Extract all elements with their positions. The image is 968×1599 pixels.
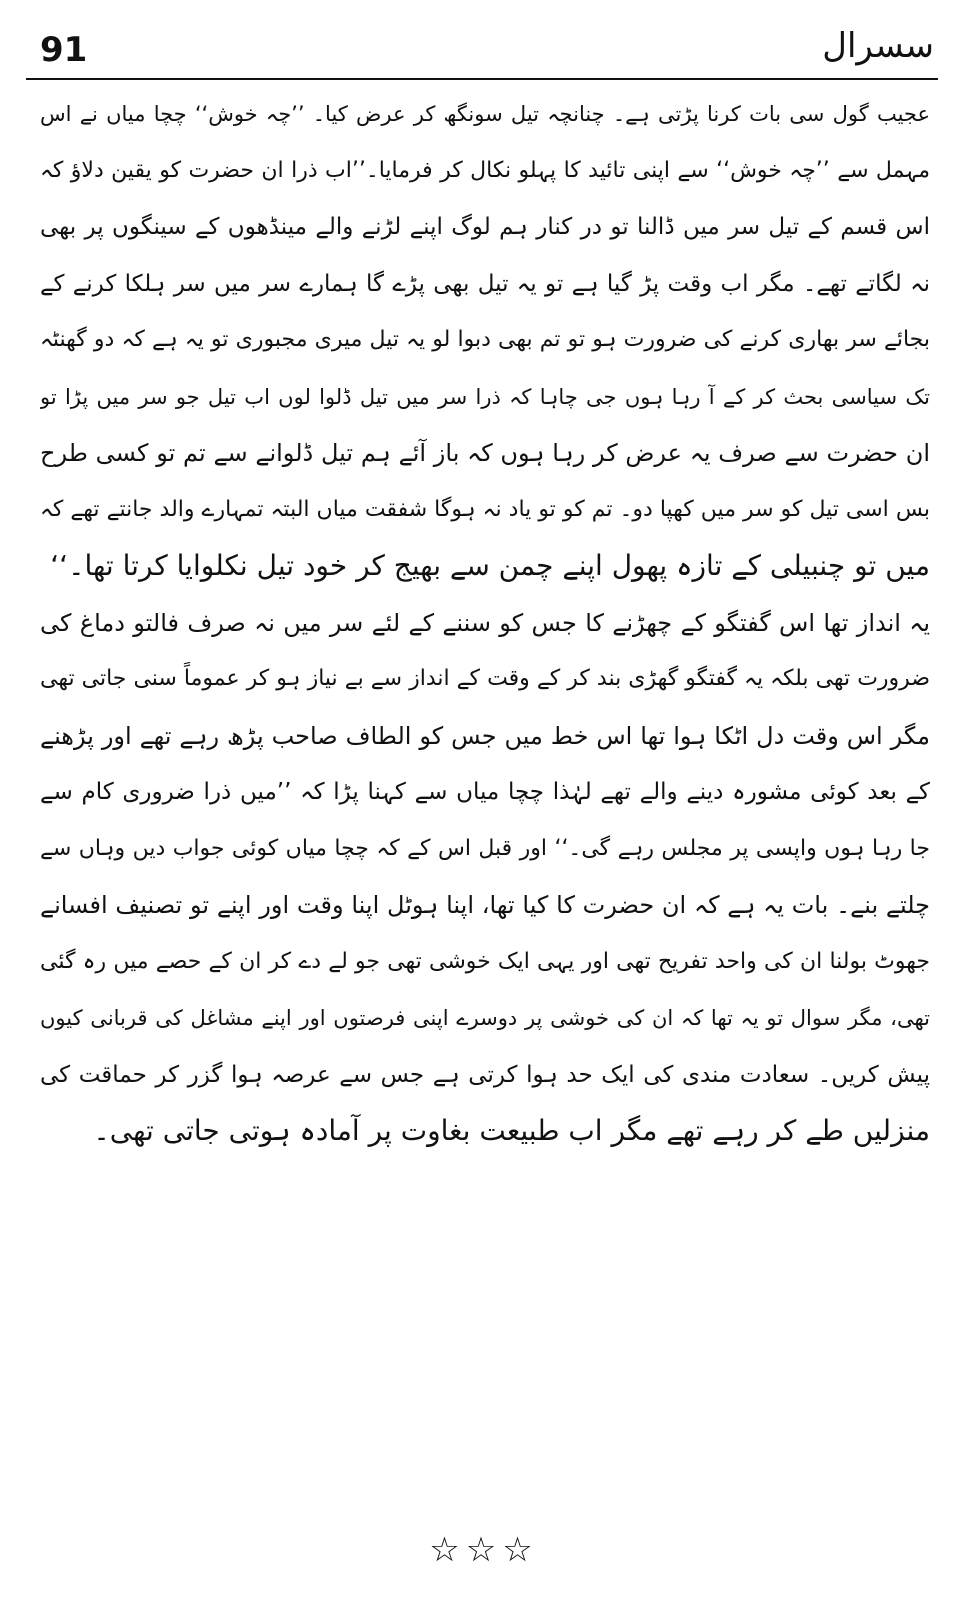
text-line: ان حضرت سے صرف یہ عرض کر رہا ہوں کہ باز آئے ہم تیل ڈلوانے سے تم تو کسی طرح [40, 439, 930, 467]
text-line: نہ لگاتے تھے۔ مگر اب وقت پڑ گیا ہے تو یہ تیل بھی پڑے گا ہمارے سر میں سر ہلکا کرنے کے [40, 270, 930, 297]
text-line: جھوٹ بولنا ان کی واحد تفریح تھی اور یہی ایک خوشی تھی جو لے دے کر ان کے حصے میں رہ گئی [40, 948, 930, 974]
running-title: سسرال [822, 26, 934, 66]
text-line: منزلیں طے کر رہے تھے مگر اب طبیعت بغاوت پر آمادہ ہوتی جاتی تھی۔ [93, 1114, 930, 1147]
text-line: اس قسم کے تیل سر میں ڈالنا تو در کنار ہم لوگ اپنے لڑنے والے مینڈھوں کے سینگوں پر بھی [40, 214, 930, 240]
text-line: کے بعد کوئی مشورہ دینے والے تھے لہٰذا چچا میاں سے کہنا پڑا کہ ’’میں ذرا ضروری کام سے [40, 779, 930, 805]
page-header [26, 26, 938, 80]
paragraph-1 [40, 86, 930, 595]
text-line: پیش کریں۔ سعادت مندی کی ایک حد ہوا کرتی ہے جس سے عرصہ ہوا گزر کر حماقت کی [40, 1061, 930, 1088]
text-line: چلتے بنے۔ بات یہ ہے کہ ان حضرت کا کیا تھا، اپنا ہوٹل اپنا وقت اور اپنے تو تصنیف افسانے [40, 891, 930, 919]
text-line: یہ انداز تھا اس گفتگو کے چھڑنے کا جس کو سننے کے لئے سر میں نہ صرف فالتو دماغ کی [40, 608, 930, 637]
section-end-stars-icon: ☆☆☆ [429, 1530, 539, 1570]
text-line: عجیب گول سی بات کرنا پڑتی ہے۔ چنانچہ تیل سونگھ کر عرض کیا۔ ’’چہ خوش‘‘ چچا میاں نے اس [40, 102, 930, 126]
text-line: جا رہا ہوں واپسی پر مجلس رہے گی۔‘‘ اور قبل اس کے کہ چچا میاں کوئی جواب دیں وہاں سے [40, 835, 930, 861]
text-line: تھی، مگر سوال تو یہ تھا کہ ان کی خوشی پر دوسرے اپنی فرصتوں اور اپنے مشاغل کی قربانی کیوں [40, 1006, 930, 1030]
page-number: 91 [40, 30, 88, 70]
text-line: تک سیاسی بحث کر کے آ رہا ہوں جی چاہا کہ ذرا سر میں تیل ڈلوا لوں اب تیل جو سر میں پڑا تو [40, 384, 930, 409]
text-line: ضرورت تھی بلکہ یہ گفتگو گھڑی بند کر کے وقت کے انداز سے بے نیاز ہو کر عموماً سنی جاتی تھی [40, 666, 930, 691]
paragraph-2 [40, 595, 930, 1160]
text-line: مہمل سے ’’چہ خوش‘‘ سے اپنی تائید کا پہلو نکال کر فرمایا۔’’اب ذرا ان حضرت کو یقین دلاؤ کہ [40, 157, 930, 183]
text-line: بس اسی تیل کو سر میں کھپا دو۔ تم کو تو یاد نہ ہوگا شفقت میاں البتہ تمہارے والد جانتے تھے کہ [40, 496, 930, 522]
body-text [40, 86, 930, 1160]
text-line: مگر اس وقت دل اٹکا ہوا تھا اس خط میں جس کو الطاف صاحب پڑھ رہے تھے اور پڑھنے [40, 721, 930, 750]
text-line: بجائے سر بھاری کرنے کی ضرورت ہو تو تم بھی دبوا لو یہ تیل میری مجبوری تو یہ ہے کہ دو گھنٹہ [40, 327, 930, 352]
text-line: میں تو چنبیلی کے تازہ پھول اپنے چمن سے بھیج کر خود تیل نکلوایا کرتا تھا۔‘‘ [50, 549, 930, 582]
